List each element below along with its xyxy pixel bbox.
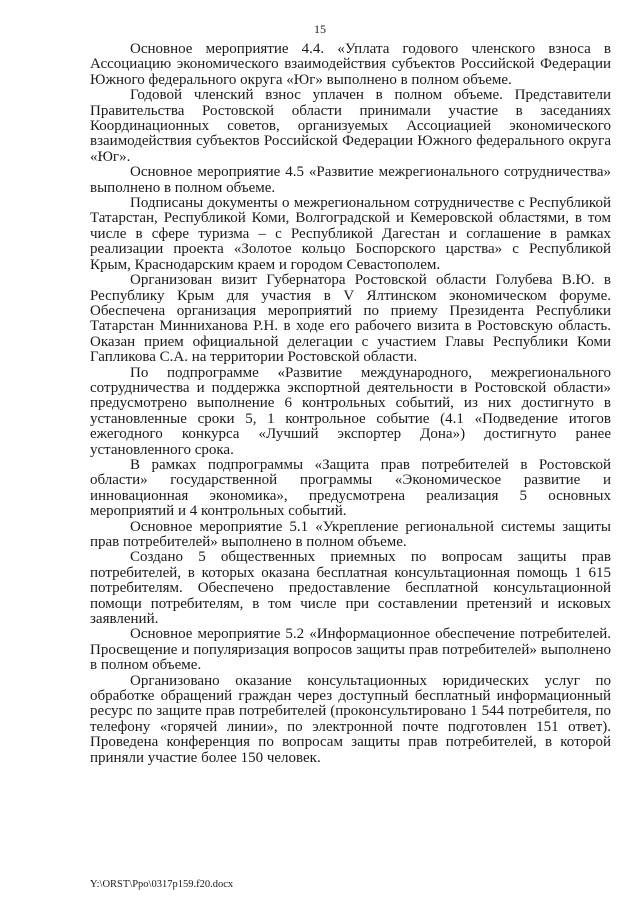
page-number: 15 bbox=[314, 22, 326, 36]
paragraph: Организован визит Губернатора Ростовской области Голубева В.Ю. в Республику Крым для участия в V Ялтинском экономическом форуме. Обеспечена организация мероприятий по приему Президента Республики Татарстан Минниханова Р.Н. в ходе его рабочего визита в Ростовскую область. Оказан прием официальной делегации с участием Главы Республики Коми Гапликова С.А. на территории Ростовской области. bbox=[90, 272, 611, 366]
paragraph: В рамках подпрограммы «Защита прав потребителей в Ростовской области» государственной программы «Экономическое развитие и инновационная экономика», предусмотрена реализация 5 основных мероприятий и 4 контрольных событий. bbox=[90, 456, 611, 520]
document-body bbox=[90, 42, 611, 766]
paragraph: Основное мероприятие 5.2 «Информационное обеспечение потребителей. Просвещение и популяризация вопросов защиты прав потребителей» выполнено в полном объеме. bbox=[90, 626, 611, 674]
paragraph: Основное мероприятие 4.4. «Уплата годового членского взноса в Ассоциацию экономического взаимодействия субъектов Российской Федерации Южного федерального округа «Юг» выполнено в полном объеме. bbox=[90, 41, 611, 88]
paragraph: По подпрограмме «Развитие международного, межрегионального сотрудничества и поддержка экспортной деятельности в Ростовской области» предусмотрено выполнение 6 контрольных событий, из них достигнуто в установленные сроки 5, 1 контрольное событие (4.1 «Подведение итогов ежегодного конкурса «Лучший экспортер Дона») достигнуто ранее установленного срока. bbox=[90, 364, 611, 458]
paragraph: Создано 5 общественных приемных по вопросам защиты прав потребителей, в которых оказана бесплатная консультационная помощь 1 615 потребителям. Обеспечено предоставление бесплатной консультационной помощи потребителям, в том числе при составлении претензий и исковых заявлений. bbox=[90, 549, 611, 628]
paragraph: Основное мероприятие 4.5 «Развитие межрегионального сотрудничества» выполнено в полном объеме. bbox=[90, 164, 611, 196]
paragraph: Годовой членский взнос уплачен в полном объеме. Представители Правительства Ростовской области принимали участие в заседаниях Координационных советов, организуемых Ассоциацией экономического взаимодействия субъектов Российской Федерации Южного федерального округа «Юг». bbox=[90, 87, 611, 165]
paragraph: Подписаны документы о межрегиональном сотрудничестве с Республикой Татарстан, Республикой Коми, Волгоградской и Кемеровской областями, в том числе в сфере туризма – с Республикой Дагестан и соглашение в рамках реализации проекта «Золотое кольцо Боспорского царства» с Республикой Крым, Краснодарским краем и городом Севастополем. bbox=[90, 195, 611, 273]
paragraph: Организовано оказание консультационных юридических услуг по обработке обращений граждан через доступный бесплатный информационный ресурс по защите прав потребителей (проконсультировано 1 544 потребителя, по телефону «горячей линии», по электронной почте подготовлен 151 ответ). Проведена конференция по вопросам защиты прав потребителей, в которой приняли участие более 150 человек. bbox=[90, 672, 611, 766]
paragraph: Основное мероприятие 5.1 «Укрепление региональной системы защиты прав потребителей» выполнено в полном объеме. bbox=[90, 518, 611, 550]
footer-file-path: Y:\ORST\Ppo\0317p159.f20.docx bbox=[90, 879, 234, 890]
